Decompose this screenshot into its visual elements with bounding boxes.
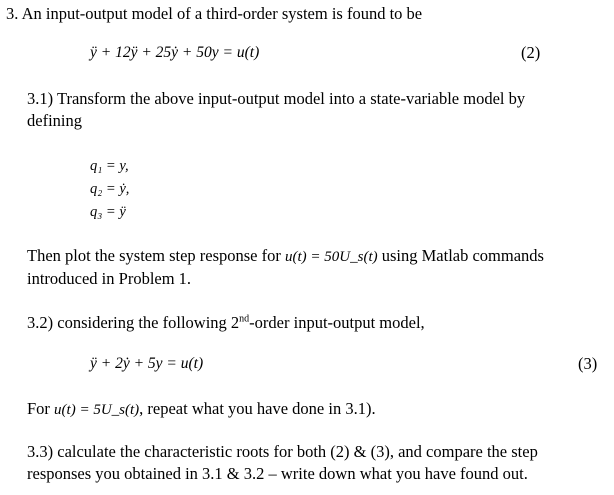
problem-heading: 3. An input-output model of a third-order system is found to be: [6, 4, 423, 23]
part-3-2-text-b: -order input-output model,: [249, 313, 425, 332]
state-definition-q1: q₁ = y,: [90, 158, 129, 174]
part-3-2-for-line: [27, 398, 376, 421]
part-3-3-line-1: 3.3) calculate the characteristic roots for both (2) & (3), and compare the step: [27, 442, 538, 461]
plot-text-b: using Matlab commands: [377, 246, 544, 265]
equation-number-2: (2): [521, 43, 541, 62]
input-expression-5: u(t) = 5U_s(t): [54, 402, 140, 418]
part-3-1-line-2: defining: [27, 111, 82, 130]
state-definition-q3: q₃ = ÿ: [90, 204, 126, 220]
for-text-a: For: [27, 399, 55, 418]
plot-text-a: Then plot the system step response for: [27, 246, 285, 265]
equation-2: ÿ + 12ÿ + 25ẏ + 50y = u(t): [90, 44, 260, 61]
equation-number-3: (3): [578, 354, 598, 373]
part-3-1-plot-line-1: [27, 245, 544, 268]
part-3-1-plot-line-2: introduced in Problem 1.: [27, 269, 192, 288]
for-text-b: , repeat what you have done in 3.1).: [139, 399, 376, 418]
part-3-3-line-2: responses you obtained in 3.1 & 3.2 – write down what you have found out.: [27, 464, 528, 483]
equation-3: ÿ + 2ẏ + 5y = u(t): [90, 355, 204, 372]
ordinal-superscript: nd: [239, 313, 250, 325]
part-3-2-text-a: 3.2) considering the following 2: [27, 313, 240, 332]
state-definition-q2: q₂ = ẏ,: [90, 181, 130, 197]
input-expression-50: u(t) = 50U_s(t): [285, 249, 378, 265]
part-3-1-line-1: 3.1) Transform the above input-output model into a state-variable model by: [27, 89, 526, 108]
part-3-2-line: [27, 312, 425, 334]
